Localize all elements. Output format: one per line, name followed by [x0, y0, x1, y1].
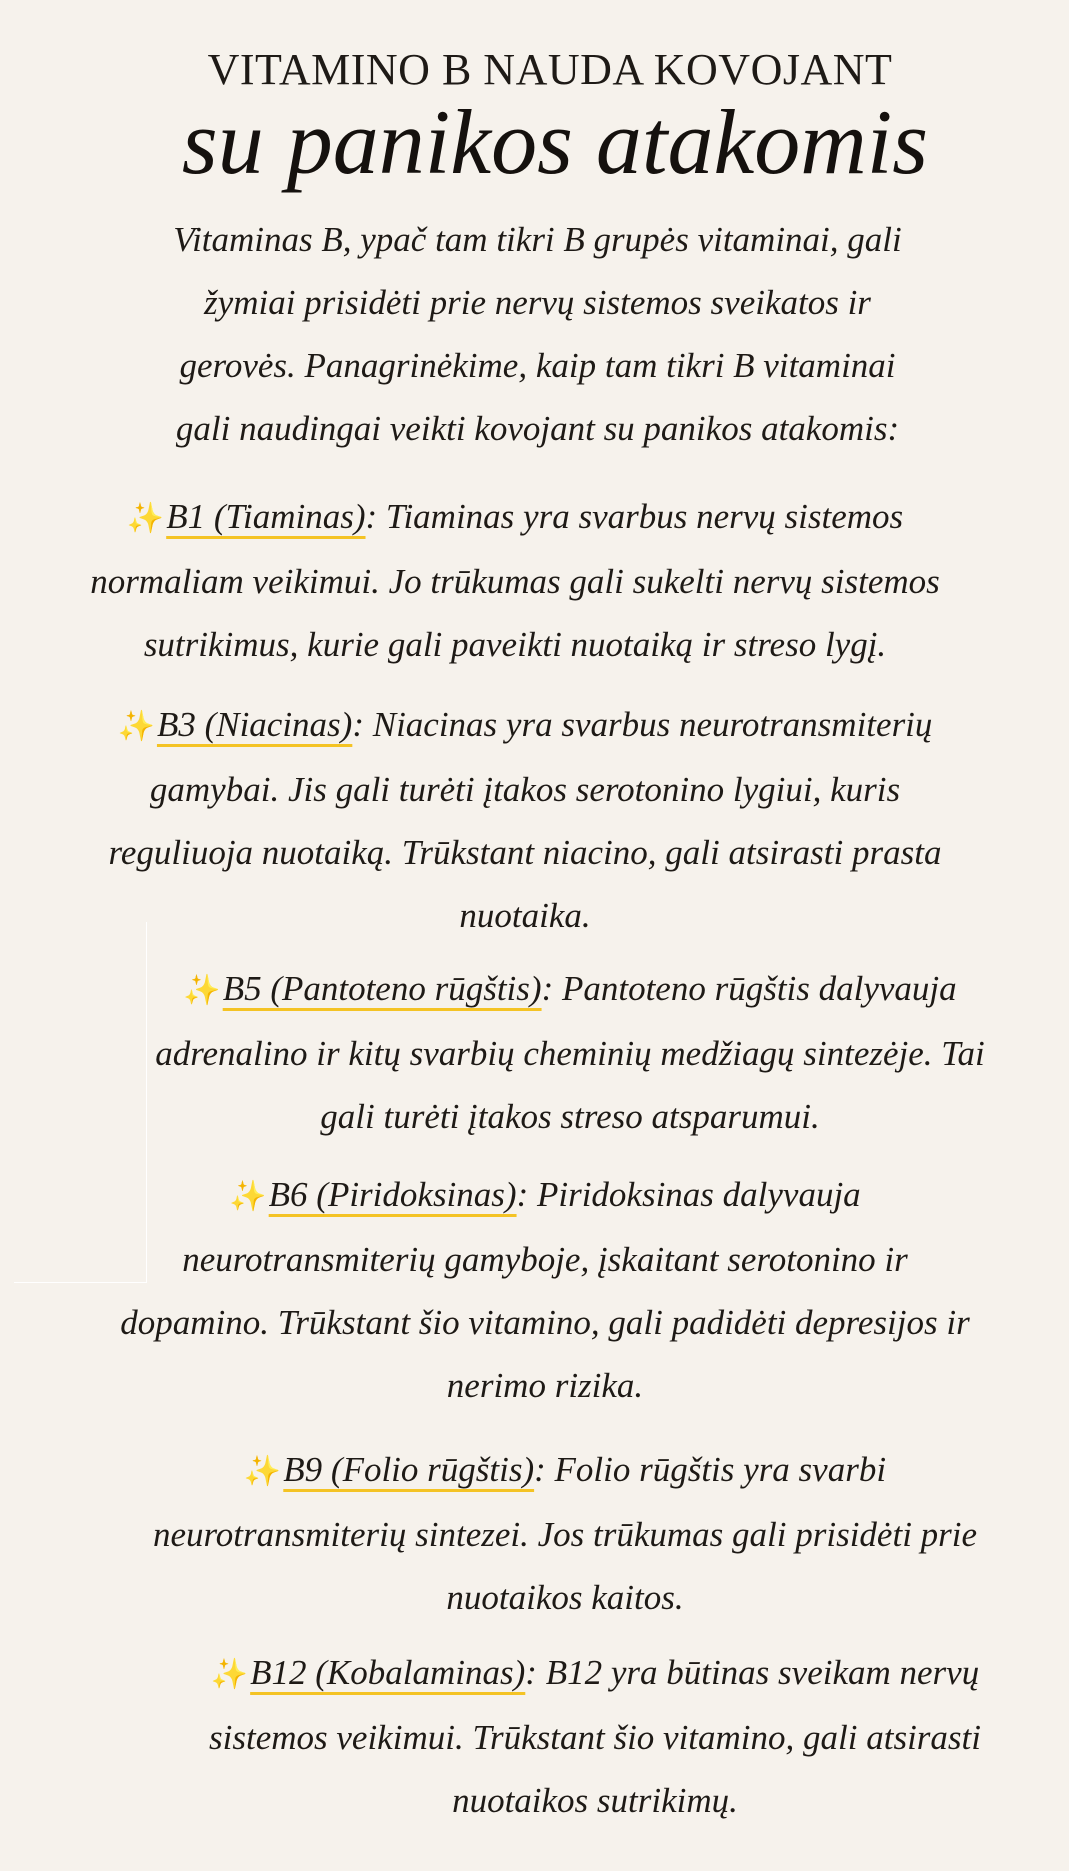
intro-paragraph: Vitaminas B, ypač tam tikri B grupės vitaminai, gali žymiai prisidėti prie nervų sistemos sveikatos ir gerovės. Panagrinėkime, kaip tam tikri B vitaminai gali naudingai veikti kovojant su panikos atakomis: [173, 220, 902, 448]
vitamin-description-b3: Niacinas yra svarbus neurotransmiterių gamybai. Jis gali turėti įtakos serotonino lygiui, kuris reguliuoja nuotaiką. Trūkstant niacino, gali atsirasti prasta nuotaika. [108, 705, 942, 935]
vitamin-item-b9 [140, 1438, 990, 1629]
vitamin-item-b1 [70, 485, 960, 676]
vitamin-separator: : [365, 497, 378, 536]
vitamin-separator: : [525, 1653, 537, 1692]
vitamin-name-b1: B1 (Tiaminas) [166, 497, 366, 536]
sparkle-icon: ✨ [243, 1454, 282, 1489]
vitamin-name-b3: B3 (Niacinas) [156, 705, 353, 744]
vitamin-separator: : [516, 1175, 529, 1214]
vitamin-description-b1: Tiaminas yra svarbus nervų sistemos normaliam veikimui. Jo trūkumas gali sukelti nervų sistemos sutrikimus, kurie gali paveikti nuotaiką ir streso lygį. [90, 497, 940, 664]
page-title: su panikos atakomis [181, 91, 929, 193]
vitamin-item-b5 [130, 957, 1010, 1148]
sparkle-icon: ✨ [117, 709, 155, 744]
vitamin-description-b6: Piridoksinas dalyvauja neurotransmiterių gamyboje, įskaitant serotonino ir dopamino. Trūkstant šio vitamino, gali padidėti depresijos ir nerimo rizika. [120, 1175, 970, 1405]
vitamin-item-b6 [105, 1163, 985, 1417]
vitamin-description-b5: Pantoteno rūgštis dalyvauja adrenalino ir kitų svarbių cheminių medžiagų sintezėje. Tai gali turėti įtakos streso atsparumui. [155, 969, 985, 1136]
vitamin-description-b9: Folio rūgštis yra svarbi neurotransmiterių sintezei. Jos trūkumas gali prisidėti prie nuotaikos kaitos. [152, 1450, 978, 1617]
header-kicker: VITAMINO B NAUDA KOVOJANT [207, 45, 893, 94]
vitamin-name-b5: B5 (Pantoteno rūgštis) [222, 969, 542, 1008]
vitamin-item-b12 [180, 1641, 1010, 1832]
vitamin-name-b9: B9 (Folio rūgštis) [283, 1450, 535, 1489]
vitamin-item-b3 [80, 693, 970, 947]
sparkle-icon: ✨ [229, 1179, 267, 1214]
sparkle-icon: ✨ [210, 1657, 249, 1692]
vitamin-name-b12: B12 (Kobalaminas) [250, 1653, 526, 1692]
sparkle-icon: ✨ [126, 501, 165, 536]
sparkle-icon: ✨ [183, 973, 221, 1008]
vitamin-separator: : [534, 1450, 546, 1489]
vitamin-separator: : [541, 969, 554, 1008]
vitamin-name-b6: B6 (Piridoksinas) [268, 1175, 517, 1214]
vitamin-description-b12: B12 yra būtinas sveikam nervų sistemos veikimui. Trūkstant šio vitamino, gali atsirasti nuotaikos sutrikimų. [209, 1653, 981, 1820]
vitamin-separator: : [352, 705, 364, 744]
